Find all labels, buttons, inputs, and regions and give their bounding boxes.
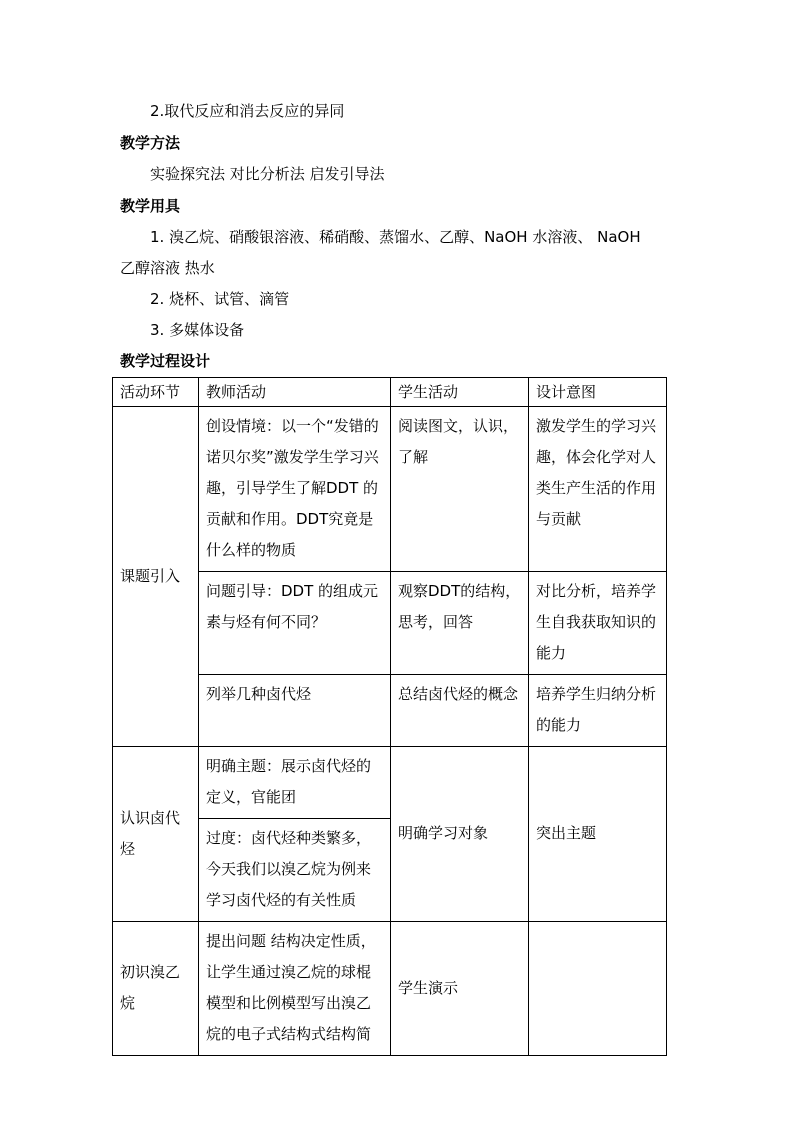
teacher-cell: 过度：卤代烃种类繁多，今天我们以溴乙烷为例来学习卤代烃的有关性质 [199, 819, 391, 922]
stage-cell-intro: 课题引入 [113, 407, 199, 747]
intent-cell: 对比分析，培养学生自我获取知识的能力 [529, 572, 667, 675]
section-heading-methods: 教学方法 [120, 134, 181, 152]
student-cell: 观察DDT的结构，思考，回答 [391, 572, 529, 675]
header-teacher: 教师活动 [199, 378, 391, 407]
teacher-cell: 创设情境：以一个“发错的诺贝尔奖”激发学生学习兴趣，引导学生了解DDT 的贡献和作用。DDT究竟是什么样的物质 [199, 407, 391, 572]
teacher-cell: 提出问题 结构决定性质，让学生通过溴乙烷的球棍模型和比例模型写出溴乙烷的电子式结构式结构简 [199, 922, 391, 1056]
tools-item-3: 3. 多媒体设备 [150, 321, 245, 339]
header-student: 学生活动 [391, 378, 529, 407]
table-row [113, 407, 667, 572]
tools-item-1-continued: 乙醇溶液 热水 [120, 259, 215, 277]
student-cell: 明确学习对象 [391, 747, 529, 922]
stage-cell-know: 认识卤代烃 [113, 747, 199, 922]
teaching-process-table [112, 377, 667, 1056]
intent-cell: 突出主题 [529, 747, 667, 922]
header-stage: 活动环节 [113, 378, 199, 407]
table-row [113, 922, 667, 1056]
student-cell: 阅读图文，认识，了解 [391, 407, 529, 572]
student-cell: 学生演示 [391, 922, 529, 1056]
tools-item-1: 1. 溴乙烷、硝酸银溶液、稀硝酸、蒸馏水、乙醇、NaOH 水溶液、 NaOH [150, 228, 641, 246]
teacher-cell: 问题引导：DDT 的组成元素与烃有何不同？ [199, 572, 391, 675]
list-item-2: 2.取代反应和消去反应的异同 [150, 102, 345, 120]
teacher-cell: 明确主题：展示卤代烃的定义，官能团 [199, 747, 391, 819]
intent-cell [529, 922, 667, 1056]
intent-cell: 激发学生的学习兴趣，体会化学对人类生产生活的作用与贡献 [529, 407, 667, 572]
section-heading-process: 教学过程设计 [120, 352, 211, 370]
student-cell: 总结卤代烃的概念 [391, 675, 529, 747]
intent-cell: 培养学生归纳分析的能力 [529, 675, 667, 747]
teacher-cell: 列举几种卤代烃 [199, 675, 391, 747]
table-header-row [113, 378, 667, 407]
methods-text: 实验探究法 对比分析法 启发引导法 [150, 165, 385, 183]
header-intent: 设计意图 [529, 378, 667, 407]
section-heading-tools: 教学用具 [120, 197, 181, 215]
tools-item-2: 2. 烧杯、试管、滴管 [150, 290, 290, 308]
stage-cell-first: 初识溴乙烷 [113, 922, 199, 1056]
table-row [113, 747, 667, 819]
